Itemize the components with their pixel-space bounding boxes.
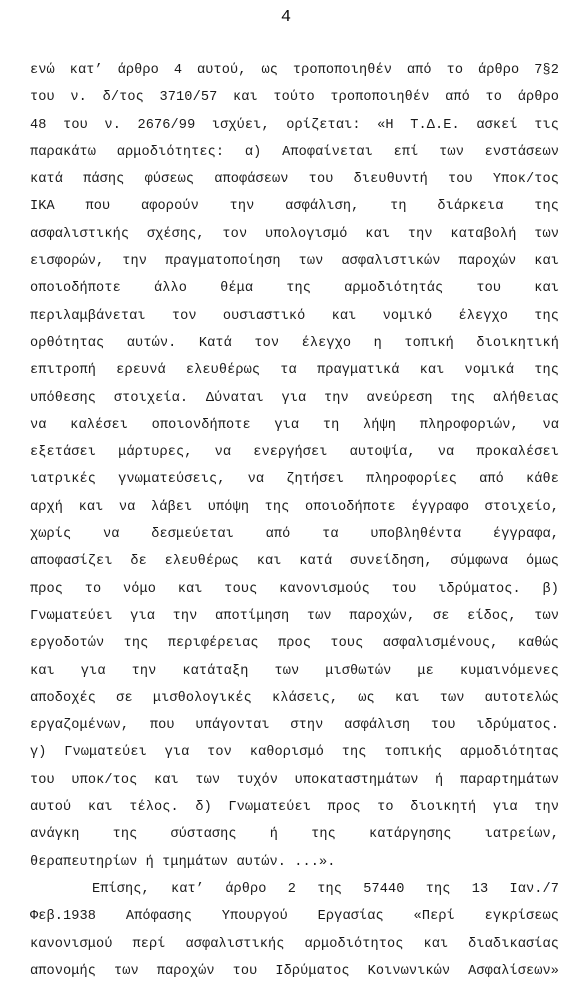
text-line: οποιοδήποτε άλλο θέμα της αρμοδιότητάς του και xyxy=(30,281,559,297)
text-line: ασφαλιστικής σχέσης, τον υπολογισμό και την καταβολή των xyxy=(30,226,559,242)
text-line: υπόθεσης στοιχεία. Δύναται για την ανεύρεση της αλήθειας xyxy=(30,390,559,406)
text-line: επιτροπή ερευνά ελευθέρως τα πραγματικά και νομικά της xyxy=(30,363,559,379)
text-line: αρχή και να λάβει υπόψη της οποιοδήποτε έγγραφο στοιχείο, xyxy=(30,499,559,515)
text-line: ανάγκη της σύστασης ή της κατάργησης ιατρείων, xyxy=(30,827,559,843)
text-line: παρακάτω αρμοδιότητες: α) Αποφαίνεται επί των ενστάσεων xyxy=(30,144,559,160)
text-line: γ) Γνωματεύει για τον καθορισμό της τοπικής αρμοδιότητας xyxy=(30,745,559,761)
text-line: εργαζομένων, που υπάγονται στην ασφάλιση του ιδρύματος. xyxy=(30,718,559,734)
text-line: 48 του ν. 2676/99 ισχύει, ορίζεται: «Η Τ.Δ.Ε. ασκεί τις xyxy=(30,117,559,133)
text-line: χωρίς να δεσμεύεται από τα υποβληθέντα έγγραφα, xyxy=(30,527,559,543)
text-line: κατά πάσης φύσεως αποφάσεων του διευθυντή του Υποκ/τος xyxy=(30,172,559,188)
text-line: ιατρικές γνωματεύσεις, να ζητήσει πληροφορίες από κάθε xyxy=(30,472,559,488)
text-line: εργοδοτών της περιφέρειας προς τους ασφαλισμένους, καθώς xyxy=(30,636,559,652)
text-line: αποδοχές σε μισθολογικές κλάσεις, ως και των αυτοτελώς xyxy=(30,690,559,706)
text-line: θεραπευτηρίων ή τμημάτων αυτών. ...». xyxy=(30,854,336,870)
text-line: Φεβ.1938 Απόφασης Υπουργού Εργασίας «Περί εγκρίσεως xyxy=(30,909,559,925)
page-number: 4 xyxy=(280,8,292,27)
text-line: κανονισμού περί ασφαλιστικής αρμοδιότητος και διαδικασίας xyxy=(30,936,559,952)
text-line: ορθότητας αυτών. Κατά τον έλεγχο η τοπική διοικητική xyxy=(30,335,559,351)
text-line: ΙΚΑ που αφορούν την ασφάλιση, τη διάρκεια της xyxy=(30,199,559,215)
text-line: αποφασίζει δε ελευθέρως και κατά συνείδηση, σύμφωνα όμως xyxy=(30,554,559,570)
text-line: περιλαμβάνεται τον ουσιαστικό και νομικό έλεγχο της xyxy=(30,308,559,324)
text-line: Γνωματεύει για την αποτίμηση των παροχών, σε είδος, των xyxy=(30,608,559,624)
text-line: ενώ κατ’ άρθρο 4 αυτού, ως τροποποιηθέν από το άρθρο 7§2 xyxy=(30,63,559,78)
text-line: να καλέσει οποιονδήποτε για τη λήψη πληροφοριών, να xyxy=(30,417,559,433)
text-line: του ν. δ/τος 3710/57 και τούτο τροποποιηθέν από το άρθρο xyxy=(30,90,559,106)
text-line: Επίσης, κατ’ άρθρο 2 της 57440 της 13 Ιαν./7 xyxy=(92,881,559,897)
text-line: του υποκ/τος και των τυχόν υποκαταστημάτων ή παραρτημάτων xyxy=(30,772,559,788)
text-line: εξετάσει μάρτυρες, να ενεργήσει αυτοψία, να προκαλέσει xyxy=(30,445,559,461)
text-line: προς το νόμο και τους κανονισμούς του ιδρύματος. β) xyxy=(30,581,559,597)
text-line: εισφορών, την πραγματοποίηση των ασφαλιστικών παροχών και xyxy=(30,254,559,270)
body-text xyxy=(30,57,559,985)
text-line: αυτού και τέλος. δ) Γνωματεύει προς το διοικητή για την xyxy=(30,800,559,816)
text-line: και για την κατάταξη των μισθωτών με κυμαινόμενες xyxy=(30,663,559,679)
text-line: απονομής των παροχών του Ιδρύματος Κοινωνικών Ασφαλίσεων» xyxy=(30,963,559,979)
